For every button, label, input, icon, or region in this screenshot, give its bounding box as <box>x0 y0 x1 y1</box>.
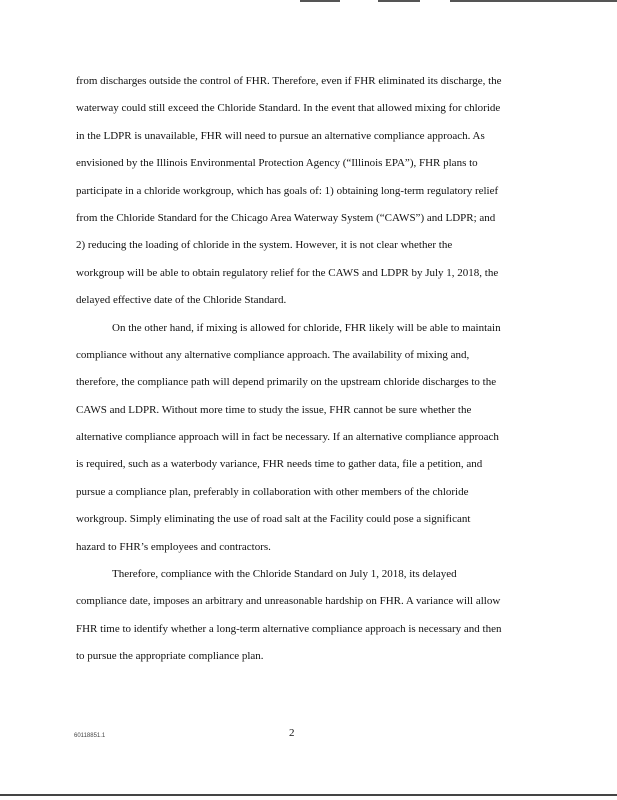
paragraph-3 <box>76 566 551 676</box>
text-line: pursue a compliance plan, preferably in collaboration with other members of the chloride <box>76 485 469 498</box>
text-line: workgroup. Simply eliminating the use of road salt at the Facility could pose a significant <box>76 513 471 526</box>
scan-edge-bottom <box>0 794 617 796</box>
text-line: workgroup will be able to obtain regulatory relief for the CAWS and LDPR by July 1, 2018, the <box>76 266 499 279</box>
text-line: hazard to FHR’s employees and contractors. <box>76 540 271 553</box>
text-line: from the Chloride Standard for the Chicago Area Waterway System (“CAWS”) and LDPR; and <box>76 211 496 224</box>
text-line: compliance date, imposes an arbitrary and unreasonable hardship on FHR. A variance will allow <box>76 595 501 608</box>
text-line: participate in a chloride workgroup, which has goals of: 1) obtaining long-term regulatory relief <box>76 184 499 197</box>
paragraph-1 <box>76 73 551 320</box>
text-line: alternative compliance approach will in fact be necessary. If an alternative compliance approach <box>76 431 499 444</box>
text-line: is required, such as a waterbody variance, FHR needs time to gather data, file a petition, and <box>76 458 483 471</box>
text-line: Therefore, compliance with the Chloride Standard on July 1, 2018, its delayed <box>112 568 457 581</box>
text-line: therefore, the compliance path will depend primarily on the upstream chloride discharges to the <box>76 376 497 389</box>
text-line: waterway could still exceed the Chloride Standard. In the event that allowed mixing for chloride <box>76 102 501 115</box>
text-line: 2) reducing the loading of chloride in the system. However, it is not clear whether the <box>76 239 453 252</box>
text-line: to pursue the appropriate compliance plan. <box>76 650 264 663</box>
document-reference-number: 60118851.1 <box>74 733 106 739</box>
text-line: delayed effective date of the Chloride Standard. <box>76 294 287 307</box>
text-line: from discharges outside the control of FHR. Therefore, even if FHR eliminated its discharge, the <box>76 75 502 87</box>
text-line: compliance without any alternative compliance approach. The availability of mixing and, <box>76 348 470 361</box>
body-text <box>76 73 551 676</box>
scan-edge-top <box>300 0 617 3</box>
paragraph-2 <box>76 320 551 567</box>
text-line: in the LDPR is unavailable, FHR will need to pursue an alternative compliance approach. As <box>76 129 485 142</box>
text-line: FHR time to identify whether a long-term alternative compliance approach is necessary and then <box>76 622 502 635</box>
text-line: envisioned by the Illinois Environmental Protection Agency (“Illinois EPA”), FHR plans to <box>76 157 478 170</box>
page-number: 2 <box>289 727 295 739</box>
text-line: CAWS and LDPR. Without more time to study the issue, FHR cannot be sure whether the <box>76 403 472 416</box>
text-line: On the other hand, if mixing is allowed for chloride, FHR likely will be able to maintain <box>112 321 501 334</box>
